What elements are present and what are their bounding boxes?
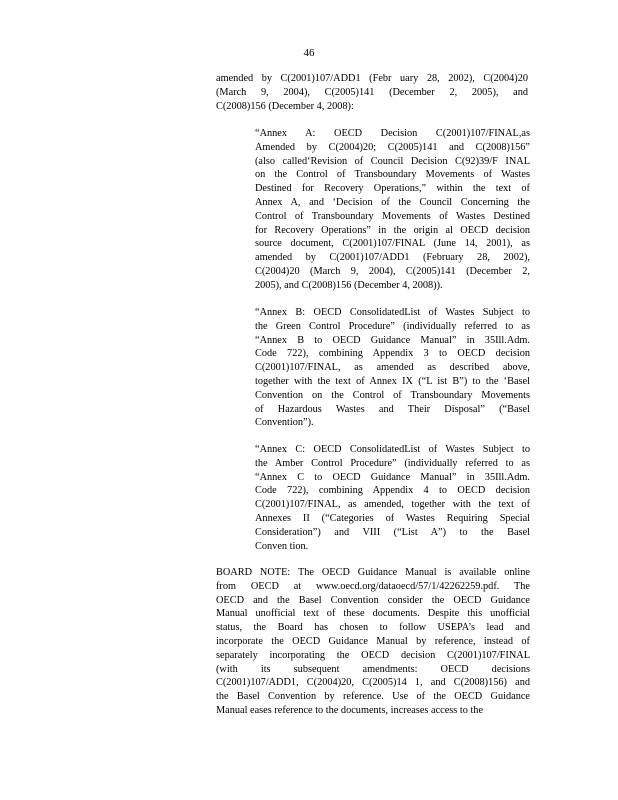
annex-b-line: C(2001)107/FINAL, as amended as described above, [255, 362, 530, 374]
annex-b-line: the Green Control Procedure” (individually referred to as [255, 320, 530, 332]
board-note-line: Manual eases reference to the documents, increases access to the [216, 705, 484, 716]
annex-c-line: Consideration”) and VIII (“List A”) to the Basel [255, 526, 530, 538]
annex-c-line: Code 722), combining Appendix 4 to OECD decision [255, 485, 530, 497]
intro-line: amended by C(2001)107/ADD1 (Febr uary 28, 2002), C(2004)20 [216, 73, 528, 84]
board-note-line: status, the Board has chosen to follow USEPA’s lead and [216, 622, 530, 634]
board-note-line: incorporate the OECD Guidance Manual by reference, instead of [216, 636, 530, 647]
annex-b-line: Code 722), combining Appendix 3 to OECD decision [255, 348, 530, 360]
board-note-line: the Basel Convention by reference. Use of the OECD Guidance [216, 691, 530, 703]
annex-a-line: “Annex A: OECD Decision C(2001)107/FINAL,as [255, 128, 530, 139]
annex-a-line: 2005), and C(2008)156 (December 4, 2008)). [255, 279, 443, 291]
annex-c-line: C(2001)107/FINAL, as amended, together with the text of [255, 499, 530, 511]
board-note-line: OECD and the Basel Convention consider the OECD Guidance [216, 594, 530, 606]
annex-a-line: (also called‘Revision of Council Decision C(92)39/F INAL [255, 155, 530, 167]
annex-c-line: Annexes II (“Categories of Wastes Requiring Special [255, 513, 530, 524]
annex-b-line: “Annex B to OECD Guidance Manual” in 35Ill.Adm. [255, 334, 530, 346]
annex-a-line: on the Control of Transboundary Movements of Wastes [255, 169, 530, 181]
annex-b-line: “Annex B: OECD ConsolidatedList of Wastes Subject to [255, 307, 530, 318]
annex-c-line: Conven tion. [255, 540, 309, 552]
annex-a-line: C(2004)20 (March 9, 2004), C(2005)141 (December 2, [255, 266, 530, 277]
annex-a-line: for Recovery Operations” in the origin al OECD decision [255, 224, 530, 236]
board-note-line: BOARD NOTE: The OECD Guidance Manual is available online [216, 567, 530, 578]
annex-c-line: the Amber Control Procedure” (individually referred to as [255, 457, 530, 469]
board-note-line: from OECD at www.oecd.org/dataoecd/57/1/42262259.pdf. The [216, 580, 530, 592]
annex-c-line: “Annex C to OECD Guidance Manual” in 35Ill.Adm. [255, 471, 530, 483]
annex-a-line: Control of Transboundary Movements of Wastes Destined [255, 210, 530, 222]
annex-c-line: “Annex C: OECD ConsolidatedList of Wastes Subject to [255, 444, 530, 455]
page-number: 46 [303, 47, 315, 59]
annex-b-line: Convention”). [255, 417, 314, 429]
annex-b-line: Convention on the Control of Transboundary Movements [255, 389, 530, 401]
board-note-line: separately incorporating the OECD decision C(2001)107/FINAL [216, 649, 530, 661]
board-note-line: (with its subsequent amendments: OECD decisions [216, 663, 530, 675]
annex-b-line: of Hazardous Wastes and Their Disposal” (“Basel [255, 403, 530, 415]
annex-a-line: amended by C(2001)107/ADD1 (February 28, 2002), [255, 252, 530, 264]
annex-a-line: Amended by C(2004)20; C(2005)141 and C(2008)156” [255, 141, 530, 153]
intro-line: (March 9, 2004), C(2005)141 (December 2, 2005), and [216, 86, 528, 98]
intro-line: C(2008)156 (December 4, 2008): [216, 100, 354, 112]
annex-a-line: Destined for Recovery Operations,” within the text of [255, 183, 530, 195]
board-note-line: C(2001)107/ADD1, C(2004)20, C(2005)14 1, and C(2008)156) and [216, 677, 530, 689]
board-note-line: Manual unofficial text of these documents. Despite this unofficial [216, 608, 530, 620]
annex-a-line: source document, C(2001)107/FINAL (June 14, 2001), as [255, 238, 530, 250]
annex-b-line: together with the text of Annex IX (“L ist B”) to the ‘Basel [255, 376, 530, 387]
annex-a-line: Annex A, and ‘Decision of the Council Concerning the [255, 197, 530, 208]
